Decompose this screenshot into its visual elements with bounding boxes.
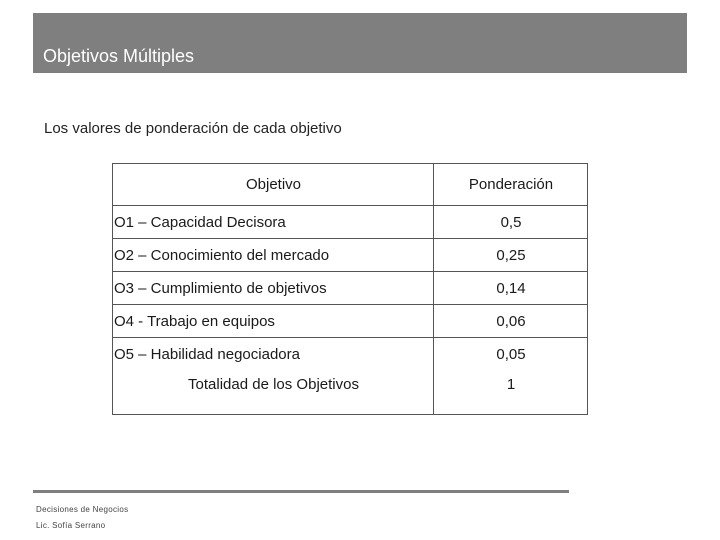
footer-divider <box>33 490 569 493</box>
weight-cell: 0,5 <box>434 206 588 239</box>
objective-cell: O2 – Conocimiento del mercado <box>113 239 434 272</box>
objective-cell: O1 – Capacidad Decisora <box>113 206 434 239</box>
objective-cell: O3 – Cumplimiento de objetivos <box>113 272 434 305</box>
weight-cell: 0,14 <box>434 272 588 305</box>
weights-table <box>112 163 588 415</box>
weight-cell: 0,06 <box>434 305 588 338</box>
title-bar <box>33 13 687 73</box>
slide-title: Objetivos Múltiples <box>43 46 195 66</box>
table-row <box>113 239 588 272</box>
weight-cell: 0,05 <box>434 338 588 371</box>
total-weight: 1 <box>434 370 588 415</box>
objective-cell: O4 - Trabajo en equipos <box>113 305 434 338</box>
header-weight: Ponderación <box>434 164 588 206</box>
weight-cell: 0,25 <box>434 239 588 272</box>
table-row <box>113 338 588 371</box>
table-row <box>113 305 588 338</box>
footer-course: Decisiones de Negocios <box>36 505 129 514</box>
table-row <box>113 206 588 239</box>
objective-cell: O5 – Habilidad negociadora <box>113 338 434 371</box>
header-objective: Objetivo <box>113 164 434 206</box>
footer-author: Lic. Sofía Serrano <box>36 521 106 530</box>
slide-subtitle: Los valores de ponderación de cada objetivo <box>44 120 342 137</box>
total-label: Totalidad de los Objetivos <box>113 370 434 415</box>
table-total-row <box>113 370 588 415</box>
table-row <box>113 272 588 305</box>
table-header-row <box>113 164 588 206</box>
